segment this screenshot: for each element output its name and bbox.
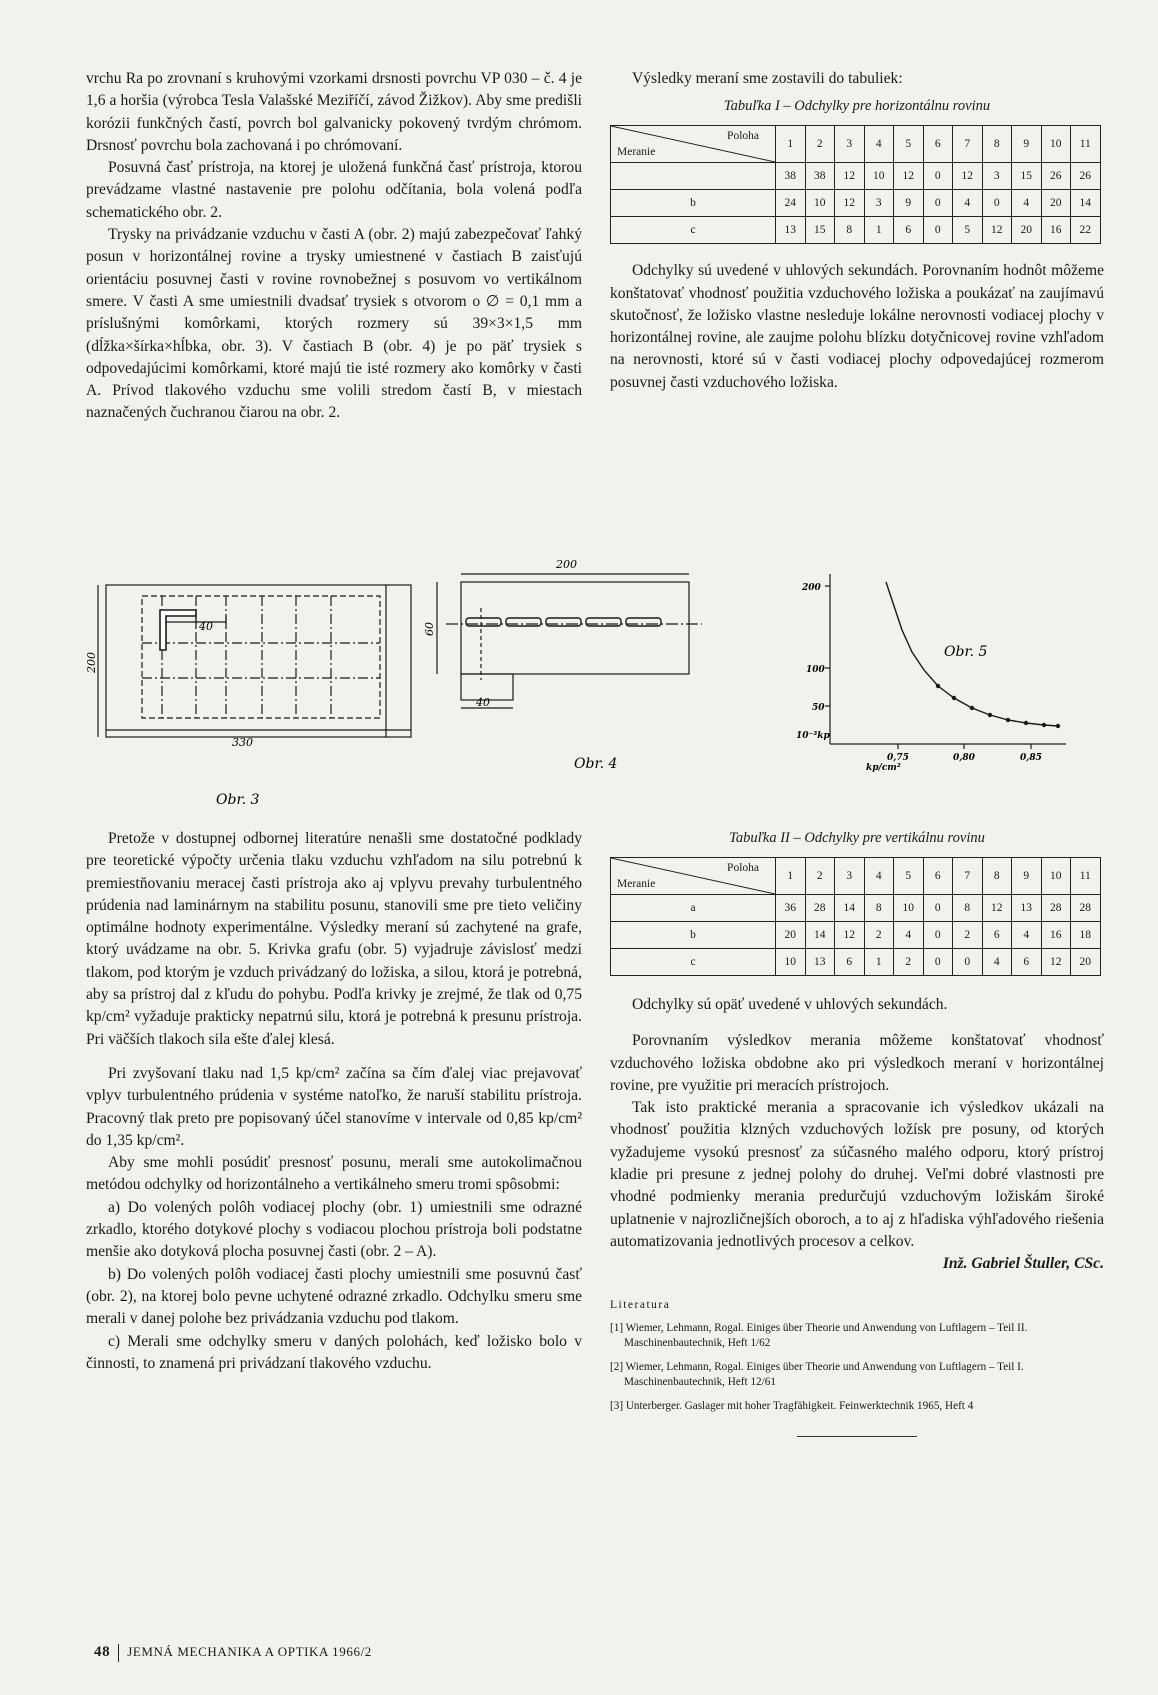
table-row [611,895,1101,922]
position-header: 6 [923,858,953,895]
fig4-dim-40: 40 [476,696,490,709]
table-row [611,190,1101,217]
table-cell: 20 [1041,190,1071,217]
fig5-point [952,696,956,700]
table-header-row [611,126,1101,163]
paragraph: Porovnaním výsledkov merania môžeme konštatovať vhodnosť vzduchového ložiska obdobne ako pri výsledkoch meraní v horizontálnej rovine, pre využitie pri meracích prístrojoch. [610,1032,1104,1094]
table-cell: 3 [982,163,1012,190]
table-cell: 12 [953,163,983,190]
table-cell: 10 [864,163,894,190]
table-cell: 38 [805,163,835,190]
reference-item: [1] Wiemer, Lehmann, Rogal. Einiges über Theorie und Anwendung von Luftlagern – Teil II. Maschinenbautechnik, Heft 1/62 [610,1321,1028,1349]
fig3-dim-40: 40 [199,620,213,633]
table-row [611,922,1101,949]
row-label [611,163,776,190]
figure-3 [98,585,411,737]
table-cell: 14 [805,922,835,949]
header-meranie: Meranie [617,146,656,159]
fig4-caption: Obr. 4 [574,756,618,772]
position-header: 10 [1041,858,1071,895]
position-header: 8 [982,858,1012,895]
fig5-point [970,706,974,710]
position-header: 1 [776,858,806,895]
table-cell: 1 [864,217,894,244]
table-cell: 15 [1012,163,1042,190]
paragraph: Pretože v dostupnej odbornej literatúre nenašli sme dostatočné podklady pre teoretické výpočty určenia tlaku vzduchu vzhľadom na silu potrebnú k premiestňovaniu meracej časti prístroja ako aj vplyvu prevahy turbulentného prúdenia nad laminárnym na stabilitu posunu, stanovili sme pre tieto veličiny optimálne hodnoty experimentálne. Výsledky meraní sú zachytené na grafe, ktorý uvádzame na obr. 5. Krivka grafu (obr. 5) vyjadruje závislosť medzi tlakom, pod ktorým je vzduch privádzaný do ložiska, a silou, ktorá je potrebná, aby sa prístroj dal z kľudu do pohybu. Podľa krivky je zrejmé, že tlak od 0,75 kp/cm² vyžaduje prakticky nepatrnú silu, ktorá je potrebná k presunu prístroja. Pri väčších tlakoch sila ešte ďalej klesá. [86,830,582,1048]
paragraph: c) Merali sme odchylky smeru v daných polohách, keď ložisko bolo v činnosti, to znamená pri privádzaní tlakového vzduchu. [86,1332,582,1372]
fig4-body [461,582,689,674]
table-cell: 0 [982,190,1012,217]
fig5-point [1006,718,1010,722]
author: Inž. Gabriel Štuller, CSc. [942,1255,1104,1273]
header-meranie: Meranie [617,878,656,890]
reference-item: [2] Wiemer, Lehmann, Rogal. Einiges über Theorie und Anwendung von Luftlagern – Teil I. Maschinenbautechnik, Heft 12/61 [610,1360,1024,1388]
position-header: 5 [894,858,924,895]
paragraph: Odchylky sú opäť uvedené v uhlových sekundách. [632,996,948,1013]
position-header: 4 [864,126,894,163]
header-poloha: Poloha [727,862,759,874]
table-cell: 20 [1012,217,1042,244]
table-cell: 14 [835,895,865,922]
fig5-y-unit: 10⁻³kp [796,731,830,741]
table-cell: 8 [864,895,894,922]
table-cell: 5 [953,217,983,244]
table-cell: 28 [805,895,835,922]
table-cell: 12 [835,922,865,949]
table-cell: 12 [835,163,865,190]
header-poloha: Poloha [727,130,759,143]
paragraph: vrchu Ra po zrovnaní s kruhovými vzorkami drsnosti povrchu VP 030 – č. 4 je 1,6 a horšia (výrobca Tesla Valašské Meziříčí, závod Žižkov). Aby sme predišli korózii funkčných častí, povrch bol galvanicky pokovený tvrdým chrómom. Drsnosť povrchu bola zachovaná i po chrómovaní. [86,70,582,154]
table-cell: 28 [1041,895,1071,922]
table-cell: 12 [835,190,865,217]
table-cell: 8 [835,217,865,244]
table-cell: 12 [1041,949,1071,976]
paragraph: Posuvná časť prístroja, na ktorej je uložená funkčná časť prístroja, ktorou prevádzame vlastné nastavenie pre polohu odčítania, bola volená podľa schematického obr. 2. [86,159,582,221]
table-cell: 0 [923,949,953,976]
table-cell: 12 [982,895,1012,922]
table-cell: 6 [982,922,1012,949]
figures-3-4-5 [85,558,1106,818]
table-cell: 4 [982,949,1012,976]
table-cell: 4 [1012,922,1042,949]
table-cell: 13 [805,949,835,976]
position-header: 9 [1012,126,1042,163]
table-cell: 12 [982,217,1012,244]
fig5-y-200: 200 [802,583,821,593]
journal-name: JEMNÁ MECHANIKA A OPTIKA 1966/2 [127,1644,372,1659]
table-cell: 6 [835,949,865,976]
position-header: 5 [894,126,924,163]
paragraph: Pri zvyšovaní tlaku nad 1,5 kp/cm² začína sa čím ďalej viac prejavovať vplyv turbulentného prúdenia v systéme natoľko, že naruší stabilitu prístroja. Pracovný tlak preto pre popisovaný účel stanovíme v intervale od 0,85 kp/cm² do 1,35 kp/cm². [86,1064,582,1149]
fig5-y-100: 100 [806,665,825,675]
table-header-row [611,858,1101,895]
left-column-lower [86,828,582,1375]
table-cell: 9 [894,190,924,217]
table-cell: 10 [776,949,806,976]
paragraph: a) Do volených polôh vodiacej plochy (obr. 1) umiestnili sme odrazné zrkadlo, ktorého dotykové plochy s vodiacou plochou prístroja boli podstatne menšie ako dotyková plocha posuvnej časti (obr. 2 – A). [86,1198,582,1261]
fig5-point [936,684,940,688]
table-cell: 2 [894,949,924,976]
table-cell: 16 [1041,922,1071,949]
table-cell: 20 [1071,949,1101,976]
table-cell: 12 [894,163,924,190]
table-row [611,949,1101,976]
row-label: c [611,217,776,244]
position-header: 7 [953,858,983,895]
position-header: 8 [982,126,1012,163]
table-cell: 20 [776,922,806,949]
fig5-point [988,713,992,717]
table-cell: 4 [1012,190,1042,217]
paragraph: b) Do volených polôh vodiacej časti plochy umiestnili sme posuvnú časť (obr. 2), na ktorej bolo pevne uchytené odrazné zrkadlo. Odchylku smeru sme merali v danej polohe bez privádzania vzduchu pod tlakom. [86,1265,582,1328]
table-cell: 28 [1071,895,1101,922]
position-header: 2 [805,126,835,163]
table-row [611,217,1101,244]
paragraph: Trysky na privádzanie vzduchu v časti A (obr. 2) majú zabezpečovať ľahký posun v horizontálnej rovine a trysky umiestnené v častiach B zaisťujú orientáciu posuvnej časti v rovine rovnobežnej s posuvom vo vertikálnom smere. V časti A sme umiestnili dvadsať trysiek s otvorom o ∅ = 0,1 mm a príslušnými komôrkami, ktorých rozmery sú 39×3×1,5 mm (dĺžka×šírka×hĺbka, obr. 3). V častiach B (obr. 4) je po päť trysiek s odpovedajúcimi komôrkami, ktoré majú tie isté rozmery ako komôrky v časti A. Prívod tlakového vzduchu sme volili stredom častí B, v miestach naznačených čuchranou čiarou na obr. 2. [86,226,582,422]
fig4-dim-60: 60 [423,622,436,636]
table-cell: 4 [894,922,924,949]
table-cell: 4 [953,190,983,217]
position-header: 6 [923,126,953,163]
table-cell: 26 [1041,163,1071,190]
page-footer [94,1644,372,1662]
position-header: 7 [953,126,983,163]
page-number: 48 [94,1644,111,1660]
position-header: 9 [1012,858,1042,895]
table-cell: 0 [953,949,983,976]
figure-4 [437,574,702,708]
table2-caption: Tabuľka II – Odchylky pre vertikálnu rovinu [729,830,985,846]
row-label: b [611,190,776,217]
table1-caption: Tabuľka I – Odchylky pre horizontálnu rovinu [723,98,991,115]
paragraph: Odchylky sú uvedené v uhlových sekundách. Porovnaním hodnôt môžeme konštatovať vhodnosť použitia vzduchového ložiska a poukázať na zaujímavú skutočnosť, že ložisko vlastne nesleduje lokálne nerovnosti vodiacej plochy v horizontálnej rovine, ale zaujme polohu blízku dotyčnicovej rovine vzhľadom na nerovnosti, ktoré sú v časti vodiacej plochy odpovedajúcej rozmerom posuvnej časti vzduchového ložiska. [610,262,1104,391]
table-cell: 38 [776,163,806,190]
table-cell: 13 [1012,895,1042,922]
end-rule [797,1436,917,1437]
table-cell: 22 [1071,217,1101,244]
table-cell: 36 [776,895,806,922]
table-cell: 14 [1071,190,1101,217]
references-heading: Literatura [610,1298,671,1311]
table-cell: 6 [894,217,924,244]
table-corner-cell [611,126,776,163]
fig5-x-unit: kp/cm² [866,763,901,773]
fig5-points [936,684,1060,728]
table-row [611,163,1101,190]
footer-divider [118,1644,119,1662]
table-cell: 0 [923,895,953,922]
right-column-lower [610,830,1104,1437]
table-cell: 15 [805,217,835,244]
table-cell: 10 [805,190,835,217]
position-header: 11 [1071,126,1101,163]
right-column [610,68,1104,394]
fig5-y-50: 50 [812,703,825,713]
position-header: 11 [1071,858,1101,895]
fig4-dim-200: 200 [556,558,577,571]
position-header: 4 [864,858,894,895]
table-cell: 2 [864,922,894,949]
table-cell: 2 [953,922,983,949]
table-cell: 0 [923,922,953,949]
table-cell: 10 [894,895,924,922]
fig5-caption: Obr. 5 [944,644,988,660]
fig5-point [1056,724,1060,728]
table-cell: 3 [864,190,894,217]
fig5-point [1024,721,1028,725]
position-header: 10 [1041,126,1071,163]
row-label: c [611,949,776,976]
table-cell: 0 [923,217,953,244]
position-header: 1 [776,126,806,163]
position-header: 2 [805,858,835,895]
table-horizontal [610,125,1101,244]
figure-5 [825,574,1066,749]
references [610,1298,1104,1414]
fig5-point [1042,723,1046,727]
table-cell: 26 [1071,163,1101,190]
table-cell: 13 [776,217,806,244]
fig5-x-080: 0,80 [953,753,975,763]
table-cell: 6 [1012,949,1042,976]
row-label: a [611,895,776,922]
reference-item: [3] Unterberger. Gaslager mit hoher Tragfähigkeit. Feinwerktechnik 1965, Heft 4 [610,1399,974,1412]
paragraph: Tak isto praktické merania a spracovanie ich výsledkov ukázali na vhodnosť použitia klzných vzduchových ložísk pre posuny, od ktorých vyžadujeme vysokú presnosť za súčasného malého odporu, ktorý prístroj kladie pri presune z jednej polohy do druhej. Veľmi dobré vlastnosti pre vhodné podmienky merania predurčujú vzduchovým ložiskám široké uplatnenie v najrozličnejších oboroch, a to aj z hľadiska výhľadového riešenia automatizovania jednotlivých procesov a celkov. [610,1099,1104,1250]
fig3-dim-200: 200 [85,652,98,673]
paragraph: Výsledky meraní sme zostavili do tabuliek: [632,70,903,87]
fig3-dim-330: 330 [232,736,253,749]
paragraph: Aby sme mohli posúdiť presnosť posunu, merali sme autokolimačnou metódou odchylky od horizontálneho a vertikálneho smeru tromi spôsobmi: [86,1154,582,1194]
table-cell: 8 [953,895,983,922]
table-corner-cell [611,858,776,895]
table-cell: 16 [1041,217,1071,244]
fig5-x-085: 0,85 [1020,753,1042,763]
left-column [86,68,582,425]
fig3-caption: Obr. 3 [216,792,260,808]
table-cell: 18 [1071,922,1101,949]
table-cell: 0 [923,163,953,190]
fig3-outer-frame [106,585,411,737]
position-header: 3 [835,858,865,895]
row-label: b [611,922,776,949]
table-vertical [610,857,1101,976]
position-header: 3 [835,126,865,163]
table-cell: 24 [776,190,806,217]
fig5-x-075: 0,75 [887,753,909,763]
table-cell: 0 [923,190,953,217]
table-cell: 1 [864,949,894,976]
